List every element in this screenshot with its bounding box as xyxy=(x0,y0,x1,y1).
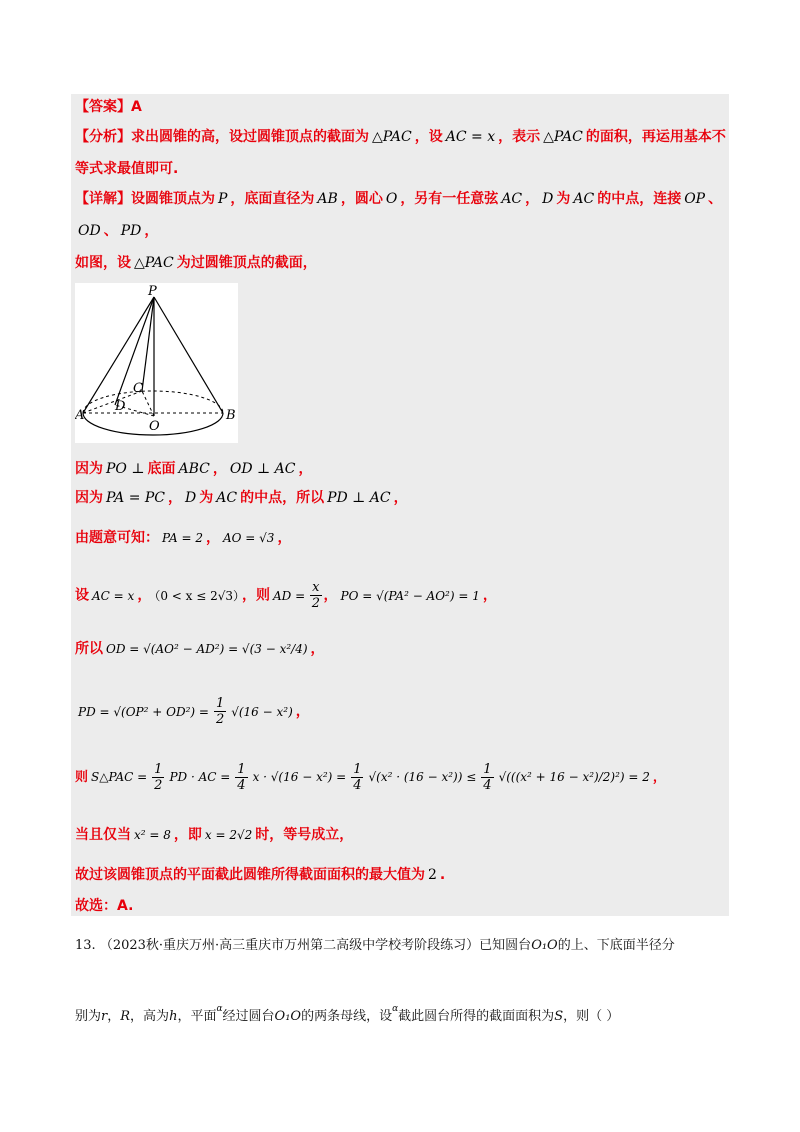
detail-text: 设圆锥顶点为 xyxy=(131,191,215,207)
question-text: 截此圆台所得的截面面积为 xyxy=(398,1009,555,1024)
fraction-numerator: x xyxy=(312,580,320,595)
detail-text: ，底面直径为 xyxy=(230,191,315,207)
detail-text: 为 xyxy=(556,191,571,207)
math-expr: △PAC xyxy=(543,129,583,145)
fraction-numerator: 1 xyxy=(237,762,246,777)
detail-text: 因为 xyxy=(75,461,103,477)
detail-text: ， xyxy=(298,461,313,477)
question-text: ，高为 xyxy=(130,1009,170,1024)
label-c: C xyxy=(133,381,143,396)
math-expr: r xyxy=(101,1009,108,1024)
known-line xyxy=(75,529,291,547)
set-line xyxy=(75,580,497,611)
analysis-label: 【分析】 xyxy=(75,129,131,145)
choice-text: 故选：A. xyxy=(75,898,134,914)
math-expr: △PAC xyxy=(134,255,174,271)
answer-label: 【答案】 xyxy=(75,99,131,115)
label-b: B xyxy=(226,408,236,423)
detail-text: 所以 xyxy=(75,641,103,657)
math-expr: O₁O xyxy=(531,938,558,953)
math-expr: α xyxy=(216,1004,223,1014)
math-expr: S△PAC = xyxy=(91,770,148,784)
math-expr: O xyxy=(385,191,398,207)
math-expr: PD = √(OP² + OD²) = xyxy=(78,704,209,719)
math-expr: PO ⊥ xyxy=(106,461,145,477)
answer-line xyxy=(75,98,142,116)
detail-text: 设 xyxy=(75,587,89,604)
detail-text: 为过圆锥顶点的截面， xyxy=(176,255,317,271)
figure-intro-line xyxy=(75,254,317,272)
pd-line xyxy=(75,696,310,727)
cone-edge-pb xyxy=(154,297,223,413)
detail-text: ， xyxy=(205,530,220,546)
math-expr: x · √(16 − x²) = xyxy=(252,770,347,784)
fraction xyxy=(310,580,321,611)
analysis-line-1 xyxy=(75,128,726,146)
label-a: A xyxy=(75,408,85,423)
detail-text: ， xyxy=(393,490,408,506)
detail-text: 由题意可知： xyxy=(75,530,159,546)
fraction xyxy=(235,762,247,793)
equality-line xyxy=(75,826,353,844)
math-expr: ABC xyxy=(178,461,210,477)
question-text: 经过圆台 xyxy=(222,1009,275,1024)
detail-text: ， xyxy=(137,587,152,604)
detail-text: ， xyxy=(482,587,497,604)
cone-figure xyxy=(75,283,238,443)
detail-text: ， xyxy=(277,530,292,546)
question-text: 的上、下底面半径分 xyxy=(557,938,675,953)
detail-text: ， xyxy=(525,191,540,207)
detail-text: . xyxy=(439,867,446,883)
detail-text: ， xyxy=(168,490,183,506)
math-expr: PA = PC xyxy=(106,490,166,506)
math-expr: △PAC xyxy=(372,129,412,145)
math-expr: D xyxy=(185,490,197,506)
detail-text: 因为 xyxy=(75,490,103,506)
math-expr: PO = √(PA² − AO²) = 1 xyxy=(340,588,480,603)
detail-text: 当且仅当 xyxy=(75,827,131,843)
label-d: D xyxy=(115,399,126,414)
question-text: ， xyxy=(107,1009,121,1024)
math-expr: PD ⊥ AC xyxy=(327,490,391,506)
detail-text: ， xyxy=(295,703,310,720)
question-number: 13. xyxy=(75,938,96,953)
math-expr: x² = 8 xyxy=(134,828,171,842)
math-expr: AC xyxy=(216,490,238,506)
math-expr: D xyxy=(542,191,554,207)
analysis-text: 求出圆锥的高，设过圆锥顶点的截面为 xyxy=(131,129,369,145)
math-expr: OP xyxy=(684,191,706,207)
math-expr: AD = xyxy=(273,588,306,603)
math-expr: √(x² · (16 − x²)) ≤ xyxy=(368,770,477,784)
segment-pc xyxy=(142,297,154,391)
label-o: O xyxy=(149,419,160,434)
math-expr: OD = √(AO² − AD²) = √(3 − x²/4) xyxy=(106,642,308,656)
detail-line-1 xyxy=(75,190,722,208)
detail-text: 故过该圆锥顶点的平面截此圆锥所得截面面积的最大值为 xyxy=(75,867,425,883)
math-expr: α xyxy=(392,1004,399,1014)
math-expr: 2 xyxy=(428,867,437,883)
math-expr: R xyxy=(120,1009,131,1024)
math-expr: AC = x xyxy=(92,588,135,603)
detail-label: 【详解】 xyxy=(75,191,131,207)
detail-text: ， xyxy=(144,223,159,239)
math-expr: h xyxy=(169,1009,178,1024)
label-p: P xyxy=(148,284,157,299)
because-line-2 xyxy=(75,489,408,507)
math-expr: OD xyxy=(78,223,101,239)
cone-base-back xyxy=(83,391,223,413)
so-line xyxy=(75,640,325,658)
conclusion-line xyxy=(75,866,445,884)
detail-text: 为 xyxy=(199,490,214,506)
detail-text: 则 xyxy=(75,770,89,785)
math-expr: PA = 2 xyxy=(162,531,203,545)
question-text: ，则（ ） xyxy=(563,1009,620,1024)
fraction-denominator: 2 xyxy=(311,596,320,611)
detail-text: 如图，设 xyxy=(75,255,131,271)
area-line xyxy=(75,762,666,793)
detail-text: ，则 xyxy=(242,587,270,604)
analysis-text: ，表示 xyxy=(498,129,541,145)
fraction-numerator: 1 xyxy=(353,762,362,777)
math-expr: S xyxy=(554,1009,564,1024)
fraction-denominator: 2 xyxy=(215,712,225,727)
fraction-denominator: 2 xyxy=(154,778,163,793)
math-expr: AC xyxy=(501,191,523,207)
question-text: ，平面 xyxy=(177,1009,217,1024)
math-expr: AC = x xyxy=(445,129,496,145)
math-expr: AB xyxy=(317,191,338,207)
math-expr: AC xyxy=(573,191,595,207)
fraction-numerator: 1 xyxy=(215,696,225,711)
math-expr: √(((x² + 16 − x²)/2)²) = 2 xyxy=(498,770,650,784)
question-source: （2023秋·重庆万州·高三重庆市万州第二高级中学校考阶段练习）已知圆台 xyxy=(99,938,532,953)
detail-line-2 xyxy=(75,222,158,240)
fraction-numerator: 1 xyxy=(154,762,163,777)
detail-text: 、 xyxy=(708,191,723,207)
detail-text: ， xyxy=(652,770,666,785)
detail-text: ， xyxy=(310,641,325,657)
fraction xyxy=(481,762,493,793)
detail-text: ， xyxy=(323,587,338,604)
detail-text: 的中点，连接 xyxy=(597,191,682,207)
math-expr: PD · AC = xyxy=(169,770,231,784)
detail-text: ，即 xyxy=(173,827,202,843)
math-expr: O₁O xyxy=(274,1009,302,1024)
answer-value: A xyxy=(131,99,142,115)
math-expr: （0 < x ≤ 2√3） xyxy=(154,588,239,603)
question-text: 别为 xyxy=(75,1009,102,1024)
fraction xyxy=(214,696,226,727)
fraction-numerator: 1 xyxy=(483,762,492,777)
question-line-2 xyxy=(75,1000,619,1026)
question-line-1 xyxy=(75,937,675,955)
fraction xyxy=(152,762,164,793)
detail-text: 时，等号成立， xyxy=(255,827,354,843)
math-expr: OD ⊥ AC xyxy=(229,461,296,477)
fraction-denominator: 4 xyxy=(237,778,246,793)
segment-oc xyxy=(142,391,154,416)
fraction-denominator: 4 xyxy=(353,778,362,793)
fraction-denominator: 4 xyxy=(483,778,492,793)
fraction xyxy=(351,762,363,793)
analysis-text: 的面积，再运用基本不 xyxy=(585,129,726,145)
analysis-text: 等式求最值即可. xyxy=(75,161,179,177)
math-expr: AO = √3 xyxy=(222,531,275,545)
detail-text: 底面 xyxy=(147,461,176,477)
detail-text: ，另有一任意弦 xyxy=(400,191,499,207)
choice-line xyxy=(75,897,133,915)
detail-text: 、 xyxy=(103,223,118,239)
math-expr: x = 2√2 xyxy=(204,828,253,842)
detail-text: ， xyxy=(212,461,227,477)
analysis-text: ，设 xyxy=(414,129,443,145)
because-line-1 xyxy=(75,460,312,478)
cone-diagram xyxy=(75,283,238,443)
math-expr: P xyxy=(218,191,228,207)
question-text: 的两条母线，设 xyxy=(301,1009,393,1024)
math-expr: √(16 − x²) xyxy=(231,704,293,719)
detail-text: 的中点，所以 xyxy=(240,490,325,506)
analysis-line-2 xyxy=(75,160,178,178)
math-expr: PD xyxy=(120,223,142,239)
detail-text: ，圆心 xyxy=(340,191,383,207)
